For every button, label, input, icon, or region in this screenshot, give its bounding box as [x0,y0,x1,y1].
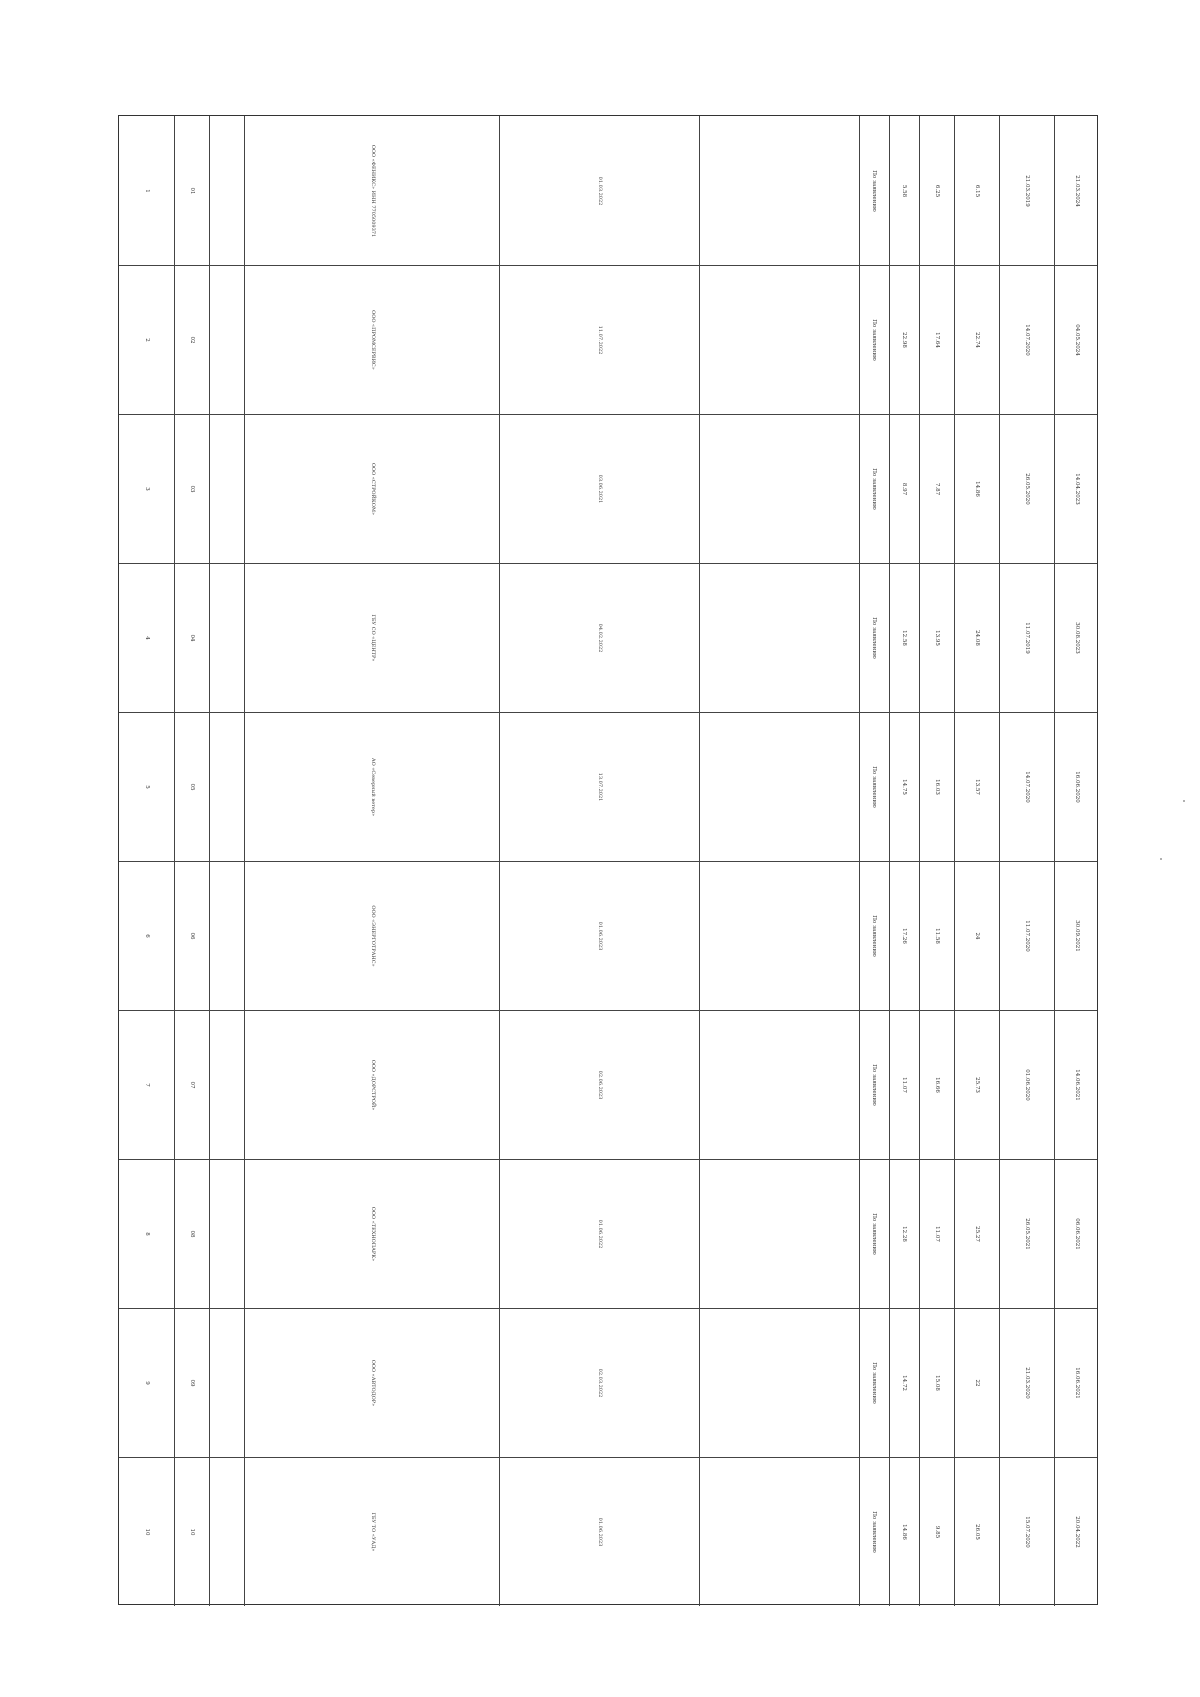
cell-reg [1054,1160,1099,1308]
cell-text-a: 8.97 [901,482,907,496]
table-row [119,861,1097,1010]
cell-a [889,1458,919,1606]
cell-issued [499,564,699,712]
table-row [119,116,1097,265]
cell-text-reg: 30.08.2023 [1073,622,1080,654]
cell-text-issued: 11.07.2022 [596,325,603,355]
cell-reg [1054,862,1099,1010]
cell-text-num: 7 [143,1083,150,1087]
cell-text-c: 22.74 [973,332,980,348]
cell-text-a: 12.28 [901,1226,907,1242]
cell-code [174,713,209,861]
cell-text-code: 07 [188,1081,195,1089]
cell-text-org: ООО «АВТОДОР» [369,1359,376,1407]
cell-issued [499,116,699,265]
cell-date [999,713,1054,861]
cell-text-org: ГБУ ТО «УАД» [369,1512,376,1552]
cell-text-b: 11.58 [933,928,940,944]
cell-a [889,1309,919,1457]
table-row [119,712,1097,861]
cell-text-c: 13.57 [973,779,980,795]
cell-text-reg: 21.03.2024 [1073,174,1080,207]
cell-text-a: 14.72 [901,1375,907,1391]
table-row [119,414,1097,563]
cell-text-b: 15.08 [933,1375,940,1391]
cell-text-date: 21.03.2019 [1023,174,1030,207]
cell-status [859,713,889,861]
cell-text-code: 06 [188,932,195,940]
cell-date [999,415,1054,563]
cell-code [174,1309,209,1457]
cell-org [244,116,499,265]
cell-a [889,266,919,414]
cell-issued [499,1458,699,1606]
cell-c [954,1309,999,1457]
cell-text-issued: 04.02.2022 [596,623,603,653]
cell-text-org: ООО «СТРОЙКОМ» [369,462,376,516]
cell-text-reg: 30.09.2021 [1073,920,1080,952]
cell-text-num: 2 [143,338,150,342]
cell-num [119,1011,174,1159]
cell-code [174,1458,209,1606]
cell-org [244,1011,499,1159]
cell-text-status: По заявлению [871,1213,877,1255]
cell-text-date: 15.07.2020 [1023,1516,1030,1548]
cell-issued [499,266,699,414]
cell-a [889,1011,919,1159]
cell-text-reg: 04.05.2024 [1073,324,1080,356]
cell-status [859,266,889,414]
cell-c [954,564,999,712]
cell-text-num: 10 [143,1528,150,1536]
cell-a [889,415,919,563]
cell-c [954,1458,999,1606]
cell-text-b: 11.07 [933,1226,940,1242]
cell-text-a: 22.98 [901,332,907,348]
cell-text-status: По заявлению [871,468,877,510]
cell-text-num: 5 [143,785,150,789]
cell-reg [1054,1011,1099,1159]
cell-text-c: 26.05 [973,1524,980,1540]
cell-status [859,1011,889,1159]
cell-text-reg: 16.06.2021 [1073,1367,1080,1399]
cell-issued [499,1309,699,1457]
cell-text-b: 7.87 [933,482,940,496]
cell-c [954,713,999,861]
cell-text-org: ООО «ФЕНИКС» ИНН 7705009371 [369,144,376,237]
cell-text-b: 9.85 [933,1525,940,1539]
cell-text-issued: 02.06.2023 [596,1070,603,1100]
cell-text-a: 14.75 [901,779,907,795]
cell-date [999,1160,1054,1308]
cell-text-code: 03 [188,485,195,493]
cell-text-reg: 16.06.2020 [1073,771,1080,803]
cell-org [244,862,499,1010]
cell-b [919,116,954,265]
cell-reg [1054,1458,1099,1606]
cell-issued [499,415,699,563]
cell-text-org: АО «Северный ветер» [369,757,376,817]
cell-code [174,266,209,414]
cell-date [999,862,1054,1010]
cell-org [244,1309,499,1457]
cell-text-date: 26.05.2021 [1023,1218,1030,1250]
cell-num [119,862,174,1010]
cell-status [859,564,889,712]
cell-text-a: 17.26 [901,928,907,944]
cell-c [954,862,999,1010]
cell-text-date: 11.07.2020 [1023,920,1030,952]
cell-status [859,1309,889,1457]
cell-text-issued: 01.06.2023 [596,1517,603,1547]
cell-text-num: 3 [143,487,150,491]
cell-text-issued: 03.06.2021 [596,474,603,504]
cell-text-a: 12.58 [901,630,907,646]
cell-org [244,564,499,712]
cell-reg [1054,415,1099,563]
cell-num [119,116,174,265]
cell-text-date: 14.07.2020 [1023,771,1030,803]
cell-b [919,266,954,414]
cell-text-date: 01.06.2020 [1023,1069,1030,1101]
cell-text-c: 25.73 [973,1077,980,1093]
table-row [119,1457,1097,1606]
cell-text-status: По заявлению [871,915,877,957]
cell-c [954,266,999,414]
cell-text-num: 1 [143,188,150,193]
cell-text-date: 11.07.2019 [1023,622,1030,654]
cell-date [999,1011,1054,1159]
cell-text-org: ООО «ПРОМСЕРВИС» [369,310,376,370]
cell-code [174,564,209,712]
cell-code [174,1160,209,1308]
cell-text-status: По заявлению [871,766,877,808]
cell-date [999,564,1054,712]
cell-text-c: 24.08 [973,630,980,646]
cell-text-c: 14.86 [973,481,980,497]
cell-num [119,1160,174,1308]
table-row [119,563,1097,712]
cell-status [859,116,889,265]
cell-text-code: 08 [188,1230,195,1238]
cell-text-num: 9 [143,1381,150,1385]
cell-text-code: 01 [188,187,195,194]
cell-num [119,564,174,712]
cell-b [919,1309,954,1457]
cell-text-date: 21.03.2020 [1023,1367,1030,1399]
cell-text-code: 10 [188,1528,195,1536]
cell-text-b: 17.64 [933,332,940,348]
cell-status [859,862,889,1010]
table-row [119,1308,1097,1457]
cell-text-code: 09 [188,1379,195,1387]
cell-text-status: По заявлению [871,1511,877,1553]
cell-text-status: По заявлению [871,169,877,212]
cell-date [999,266,1054,414]
cell-text-org: ООО «ДОРСТРОЙ» [369,1059,376,1111]
cell-text-num: 6 [143,934,150,938]
cell-text-org: ООО «ЭНЕРГОТРАНС» [369,905,376,967]
cell-a [889,564,919,712]
cell-b [919,1160,954,1308]
cell-text-code: 05 [188,783,195,791]
cell-org [244,415,499,563]
cell-c [954,1011,999,1159]
cell-a [889,1160,919,1308]
cell-issued [499,1011,699,1159]
cell-c [954,415,999,563]
cell-text-a: 11.07 [901,1077,907,1093]
cell-a [889,862,919,1010]
cell-text-status: По заявлению [871,1362,877,1404]
cell-b [919,1458,954,1606]
cell-text-date: 14.07.2020 [1023,324,1030,356]
cell-text-num: 8 [143,1232,150,1236]
cell-issued [499,862,699,1010]
cell-text-status: По заявлению [871,319,877,361]
cell-text-issued: 01.06.2022 [596,1219,603,1249]
cell-text-date: 26.05.2020 [1023,473,1030,505]
cell-a [889,116,919,265]
cell-text-c: 25.27 [973,1226,980,1242]
scan-speck [1160,858,1162,860]
cell-text-reg: 20.04.2022 [1073,1516,1080,1548]
cell-text-status: По заявлению [871,1064,877,1106]
cell-c [954,116,999,265]
cell-b [919,862,954,1010]
cell-text-b: 16.66 [933,1077,940,1093]
cell-text-c: 6.15 [973,184,980,197]
cell-org [244,713,499,861]
cell-num [119,266,174,414]
cell-text-issued: 13.07.2021 [596,772,603,802]
cell-b [919,1011,954,1159]
table-row [119,265,1097,414]
cell-status [859,415,889,563]
cell-text-org: ГБУ СО «ЦЕНТР» [369,614,376,662]
cell-text-code: 04 [188,634,195,642]
cell-code [174,116,209,265]
cell-org [244,1458,499,1606]
cell-num [119,713,174,861]
cell-b [919,564,954,712]
cell-num [119,415,174,563]
cell-b [919,415,954,563]
cell-c [954,1160,999,1308]
cell-text-issued: 01.03.2022 [596,176,603,205]
cell-date [999,1458,1054,1606]
cell-text-issued: 01.06.2023 [596,921,603,951]
cell-date [999,116,1054,265]
cell-text-b: 13.95 [933,630,940,646]
scan-speck [1183,800,1185,802]
cell-reg [1054,564,1099,712]
cell-date [999,1309,1054,1457]
cell-code [174,862,209,1010]
cell-b [919,713,954,861]
rotated-register-table [118,115,1098,1605]
cell-text-status: По заявлению [871,617,877,659]
cell-issued [499,1160,699,1308]
cell-text-a: 5.58 [901,184,907,197]
cell-code [174,1011,209,1159]
cell-text-b: 16.03 [933,779,940,795]
cell-text-num: 4 [143,636,150,640]
cell-num [119,1309,174,1457]
cell-text-issued: 02.03.2022 [596,1368,603,1398]
table-row [119,1010,1097,1159]
cell-issued [499,713,699,861]
cell-text-b: 6.25 [933,184,940,197]
cell-text-org: ООО «ТЕХНОПАРК» [369,1206,376,1262]
cell-num [119,1458,174,1606]
cell-reg [1054,116,1099,265]
cell-text-reg: 06.06.2021 [1073,1218,1080,1250]
cell-code [174,415,209,563]
cell-text-reg: 14.06.2021 [1073,1069,1080,1101]
cell-text-a: 14.86 [901,1524,907,1540]
cell-text-code: 02 [188,336,195,344]
cell-text-c: 24 [973,932,980,940]
cell-reg [1054,266,1099,414]
cell-status [859,1458,889,1606]
cell-text-c: 22 [973,1379,980,1387]
cell-text-reg: 14.04.2023 [1073,473,1080,505]
cell-a [889,713,919,861]
cell-reg [1054,713,1099,861]
cell-status [859,1160,889,1308]
cell-org [244,1160,499,1308]
table-row [119,1159,1097,1308]
cell-reg [1054,1309,1099,1457]
cell-org [244,266,499,414]
